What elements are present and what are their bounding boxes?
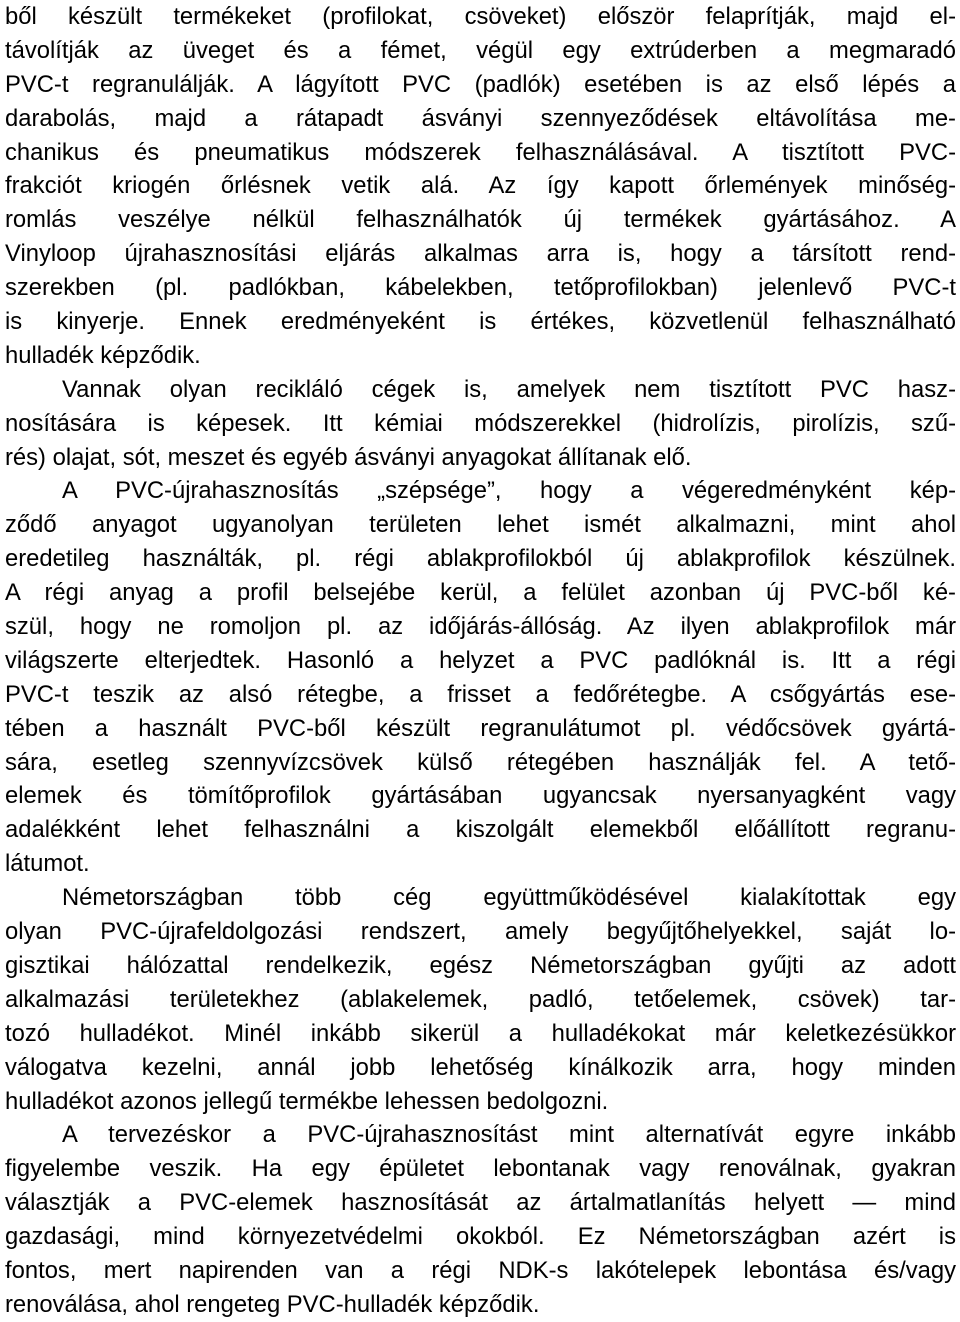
- text-line: A régi anyag a profil belsejébe kerül, a felület azonban új PVC-ből ké-: [5, 579, 956, 607]
- text-line: chanikus és pneumatikus módszerek felhasználásával. A tisztított PVC-: [5, 138, 956, 166]
- text-line: romlás veszélye nélkül felhasználhatók új termékek gyártásához. A: [5, 206, 956, 234]
- paragraph: [5, 881, 956, 1118]
- text-line: látumot.: [5, 850, 90, 878]
- text-line: sára, esetleg szennyvízcsövek külső rétegében használják fel. A tető-: [5, 748, 956, 776]
- text-line: rés) olajat, sót, meszet és egyéb ásványi anyagokat állítanak elő.: [5, 443, 692, 471]
- text-line: figyelembe veszik. Ha egy épületet lebontanak vagy renoválnak, gyakran: [5, 1155, 956, 1183]
- paragraph: [5, 474, 956, 881]
- text-line: Vinyloop újrahasznosítási eljárás alkalmas arra is, hogy a társított rend-: [5, 240, 956, 268]
- text-line: olyan PVC-újrafeldolgozási rendszert, amely begyűjtőhelyekkel, saját lo-: [5, 918, 956, 946]
- text-line: alkalmazási területekhez (ablakelemek, padló, tetőelemek, csövek) tar-: [5, 985, 956, 1013]
- text-line: ződő anyagot ugyanolyan területen lehet ismét alkalmazni, mint ahol: [5, 511, 956, 539]
- text-line: nosítására is képesek. Itt kémiai módszerekkel (hidrolízis, pirolízis, szű-: [5, 409, 956, 437]
- text-line: választják a PVC-elemek hasznosítását az ártalmatlanítás helyett — mind: [5, 1189, 956, 1217]
- text-line: hulladékot azonos jellegű termékbe lehessen bedolgozni.: [5, 1087, 609, 1115]
- text-line: A tervezéskor a PVC-újrahasznosítást mint alternatívát egyre inkább: [62, 1121, 956, 1149]
- text-line: PVC-t regranulálják. A lágyított PVC (padlók) esetében is az első lépés a: [5, 70, 956, 98]
- paragraph: [5, 0, 956, 373]
- text-line: renoválása, ahol rengeteg PVC-hulladék képződik.: [5, 1290, 540, 1318]
- text-line: világszerte elterjedtek. Hasonló a helyzet a PVC padlóknál is. Itt a régi: [5, 646, 956, 674]
- text-line: gazdasági, mind környezetvédelmi okokból. Ez Németországban azért is: [5, 1223, 956, 1251]
- text-line: eredetileg használták, pl. régi ablakprofilokból új ablakprofilok készülnek.: [5, 545, 956, 573]
- text-line: Németországban több cég együttműködésével kialakítottak egy: [62, 884, 956, 912]
- text-line: adalékként lehet felhasználni a kiszolgált elemekből előállított regranu-: [5, 816, 956, 844]
- text-line: elemek és tömítőprofilok gyártásában ugyancsak nyersanyagként vagy: [5, 782, 956, 810]
- text-line: gisztikai hálózattal rendelkezik, egész Németországban gyűjti az adott: [5, 951, 956, 979]
- text-line: szül, hogy ne romoljon pl. az időjárás-állóság. Az ilyen ablakprofilok már: [5, 613, 956, 641]
- text-line: frakciót kriogén őrlésnek vetik alá. Az így kapott őrlemények minőség-: [5, 172, 956, 200]
- text-line: szerekben (pl. padlókban, kábelekben, tetőprofilokban) jelenlevő PVC-t: [5, 274, 956, 302]
- text-line: PVC-t teszik az alsó rétegbe, a frisset a fedőrétegbe. A csőgyártás ese-: [5, 680, 956, 708]
- text-line: Vannak olyan recikláló cégek is, amelyek nem tisztított PVC hasz-: [62, 375, 956, 403]
- text-line: is kinyerje. Ennek eredményeként is értékes, közvetlenül felhasználható: [5, 308, 956, 336]
- text-line: fontos, mert napirenden van a régi NDK-s lakótelepek lebontása és/vagy: [5, 1256, 956, 1284]
- paragraph: [5, 1118, 956, 1321]
- text-line: tében a használt PVC-ből készült regranulátumot pl. védőcsövek gyártá-: [5, 714, 956, 742]
- text-line: darabolás, majd a rátapadt ásványi szennyeződések eltávolítása me-: [5, 104, 956, 132]
- text-line: válogatva kezelni, annál jobb lehetőség kínálkozik arra, hogy minden: [5, 1053, 956, 1081]
- text-line: távolítják az üveget és a fémet, végül egy extrúderben a megmaradó: [5, 36, 956, 64]
- text-line: hulladék képződik.: [5, 341, 201, 369]
- text-line: tozó hulladékot. Minél inkább sikerül a hulladékokat már keletkezésükkor: [5, 1019, 956, 1047]
- text-line: A PVC-újrahasznosítás „szépsége”, hogy a végeredményként kép-: [62, 477, 956, 505]
- text-line: ből készült termékeket (profilokat, csöveket) először felaprítják, majd el-: [5, 3, 956, 30]
- paragraph: [5, 373, 956, 475]
